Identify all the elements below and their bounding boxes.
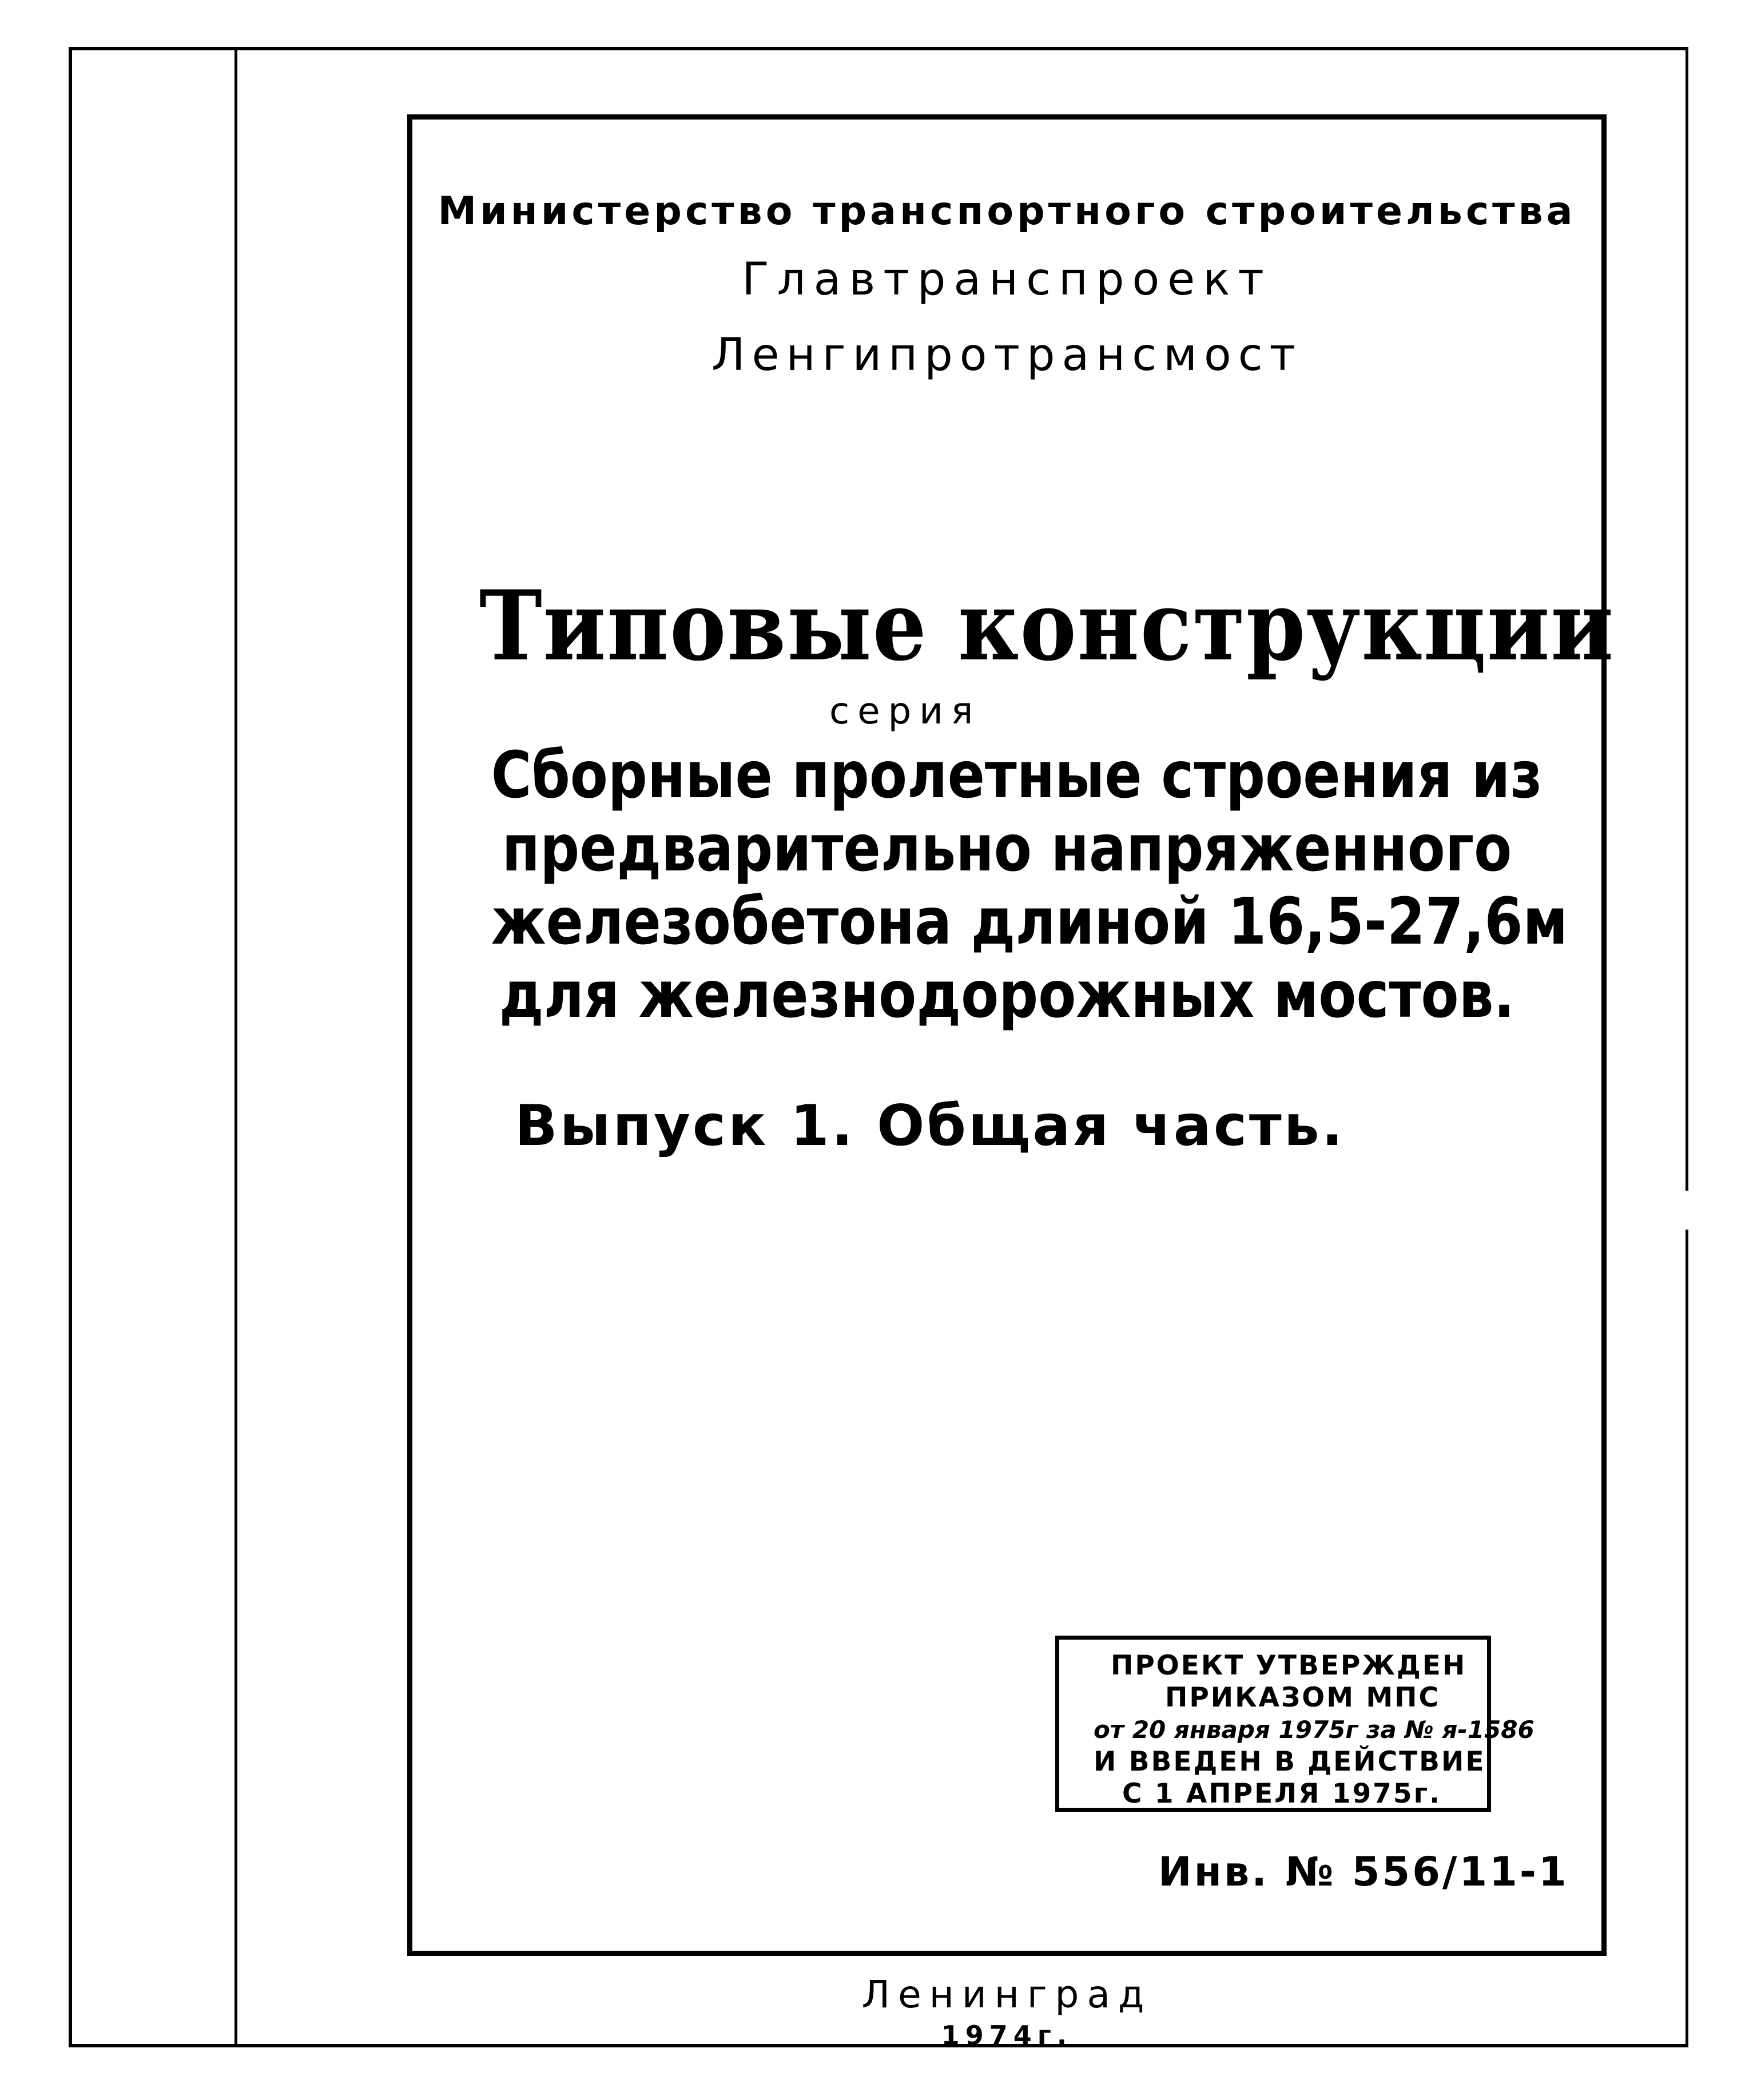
document-title: Типовые конструкции	[479, 569, 1615, 682]
stamp-line: ПРОЕКТ УТВЕРЖДЕН	[1111, 1650, 1467, 1681]
design-institute: Ленгипротрансмост	[711, 329, 1303, 381]
outer-frame-left-line	[69, 47, 72, 2047]
stamp-line: ПРИКАЗОМ МПС	[1165, 1682, 1440, 1713]
main-organization: Главтранспроект	[742, 254, 1272, 305]
outer-frame-right-line-lower	[1686, 1230, 1688, 2047]
stamp-line: С 1 АПРЕЛЯ 1975г.	[1122, 1778, 1441, 1809]
approval-stamp	[1055, 1636, 1535, 1812]
outer-frame-top-line	[69, 47, 1688, 50]
inventory-number: Инв. № 556/11-1	[1158, 1848, 1569, 1895]
publication-year: 1974г.	[941, 2020, 1073, 2051]
issue-title: Выпуск 1. Общая часть.	[515, 1093, 1345, 1159]
series-title-line: железобетона длиной 16,5-27,6м	[491, 885, 1568, 959]
stamp-line: от 20 января 1975г за № я-1586	[1094, 1716, 1535, 1744]
series-title-line: для железнодорожных мостов.	[499, 958, 1515, 1032]
series-title-line: Сборные пролетные строения из	[491, 738, 1543, 813]
publication-city: Ленинград	[861, 1972, 1152, 2017]
binding-margin-line	[234, 47, 237, 2047]
series-title-line: предварительно напряженного	[502, 812, 1512, 886]
outer-frame-right-line	[1686, 47, 1688, 1191]
series-label: серия	[829, 690, 981, 733]
stamp-line: И ВВЕДЕН В ДЕЙСТВИЕ	[1094, 1746, 1486, 1777]
ministry-name: Министерство транспортного строительства	[438, 189, 1576, 234]
